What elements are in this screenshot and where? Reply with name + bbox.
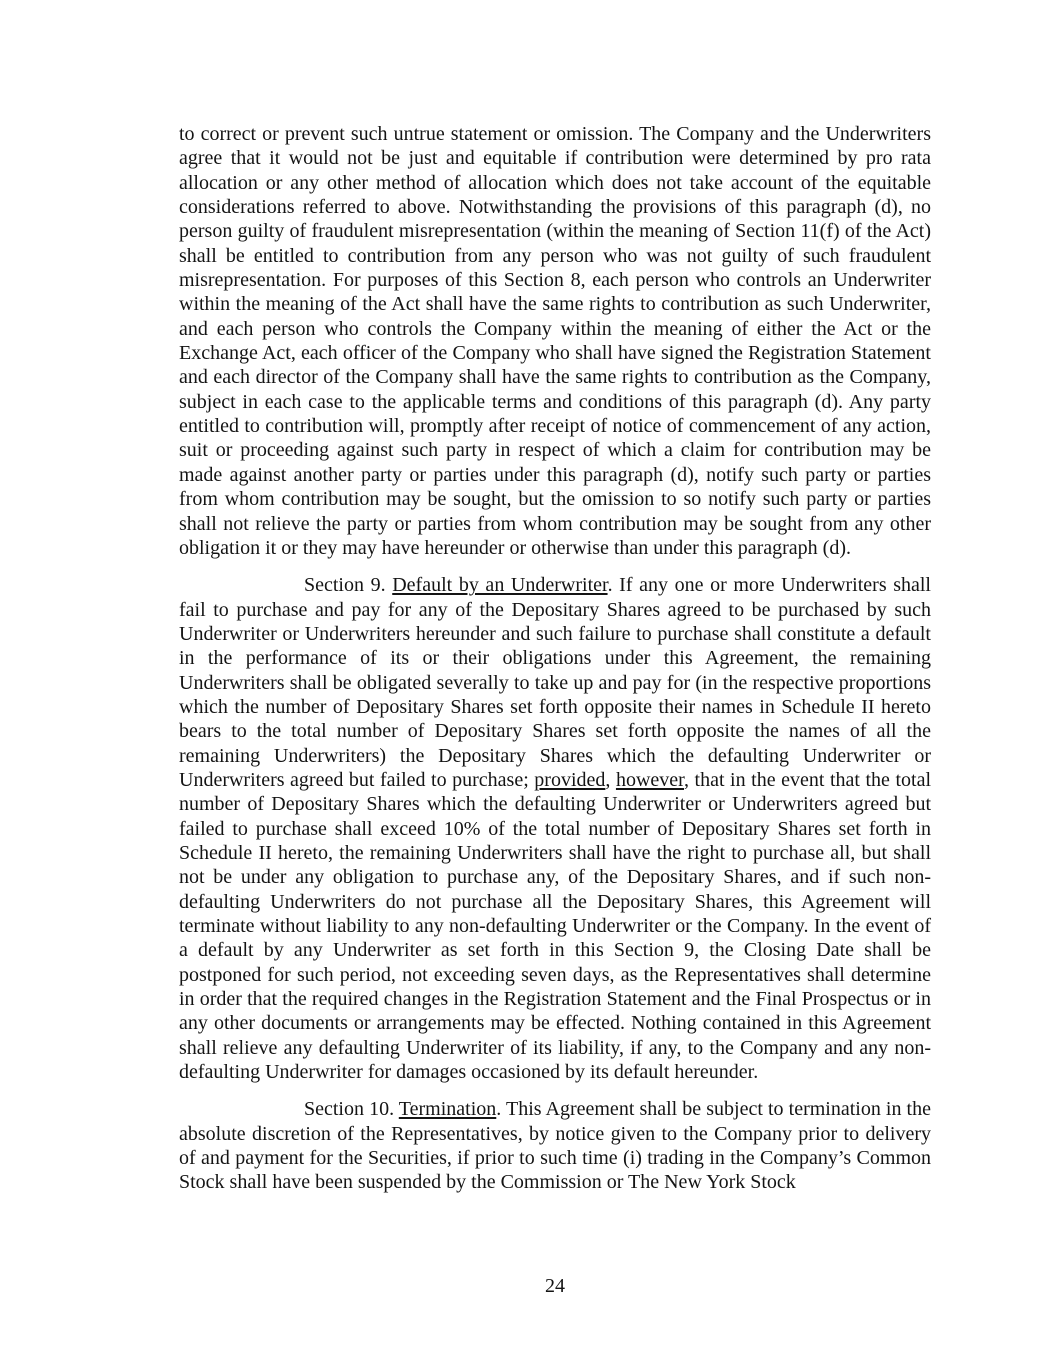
underlined-term-provided: provided bbox=[534, 768, 606, 791]
underlined-term-default-by-an-underwriter: Default by an Underwriter bbox=[392, 574, 608, 597]
text-run: . This Agreement shall be subject to termination in the absolute discretion of the Representatives, by notice given to the Company prior to delivery of and payment for the Securities, if prior to such time (i) trading in the Company’s Common Stock shall have been suspended by the Commission or The New York Stock bbox=[179, 1098, 931, 1194]
text-run: , bbox=[605, 768, 616, 791]
page-number: 24 bbox=[545, 1275, 565, 1297]
document-body bbox=[179, 122, 931, 1195]
text-run: . If any one or more Underwriters shall fail to purchase and pay for any of the Depositary Shares agreed to be purchased by such Underwriter or Underwriters hereunder and such failure to purchase shall constitute a default in the performance of its or their obligations under this Agreement, the remaining Underwriters shall be obligated severally to take up and pay for (in the respective proportions which the number of Depositary Shares set forth opposite their names in Schedule II hereto bears to the total number of Depositary Shares set forth opposite the names of all the remaining Underwriters) the Depositary Shares which the defaulting Underwriter or Underwriters agreed but failed to purchase; bbox=[179, 574, 931, 791]
text-run: Section 9. bbox=[304, 574, 393, 597]
paragraph-section-8-continuation bbox=[179, 122, 931, 560]
paragraph-section-9 bbox=[179, 573, 931, 1084]
underlined-term-however: however bbox=[615, 768, 684, 791]
text-run: to correct or prevent such untrue statement or omission. The Company and the Underwriters agree that it would not be just and equitable if contribution were determined by pro rata allocation or any other method of allocation which does not take account of the equitable considerations referred to above. Notwithstanding the provisions of this paragraph (d), no person guilty of fraudulent misrepresentation (within the meaning of Section 11(f) of the Act) shall be entitled to contribution from any person who was not guilty of such fraudulent misrepresentation. For purposes of this Section 8, each person who controls an Underwriter within the meaning of the Act shall have the same rights to contribution as such Underwriter, and each person who controls the Company within the meaning of either the Act or the Exchange Act, each officer of the Company who shall have signed the Registration Statement and each director of the Company shall have the same rights to contribution as the Company, subject in each case to the applicable terms and conditions of this paragraph (d). Any party entitled to contribution will, promptly after receipt of notice of commencement of any action, suit or proceeding against such party in respect of which a claim for contribution may be made against another party or parties under this paragraph (d), notify such party or parties from whom contribution may be sought, but the omission to so notify such party or parties shall not relieve the party or parties from whom contribution may be sought from any other obligation it or they may have hereunder or otherwise than under this paragraph (d). bbox=[179, 123, 931, 559]
underlined-term-termination: Termination bbox=[398, 1098, 497, 1121]
text-run: Section 10. bbox=[304, 1098, 399, 1121]
paragraph-section-10 bbox=[179, 1097, 931, 1194]
text-run: , that in the event that the total number of Depositary Shares which the defaulting Underwriter or Underwriters agreed but failed to purchase shall exceed 10% of the total number of Depositary Shares set forth in Schedule II hereto, the remaining Underwriters shall have the right to purchase all, but shall not be under any obligation to purchase any, of the Depositary Shares, and if such non-defaulting Underwriters do not purchase all the Depositary Shares, this Agreement will terminate without liability to any non-defaulting Underwriter or the Company. In the event of a default by any Underwriter as set forth in this Section 9, the Closing Date shall be postponed for such period, not exceeding seven days, as the Representatives shall determine in order that the required changes in the Registration Statement and the Final Prospectus or in any other documents or arrangements may be effected. Nothing contained in this Agreement shall relieve any defaulting Underwriter of its liability, if any, to the Company and any non-defaulting Underwriter for damages occasioned by its default hereunder. bbox=[179, 768, 932, 1084]
